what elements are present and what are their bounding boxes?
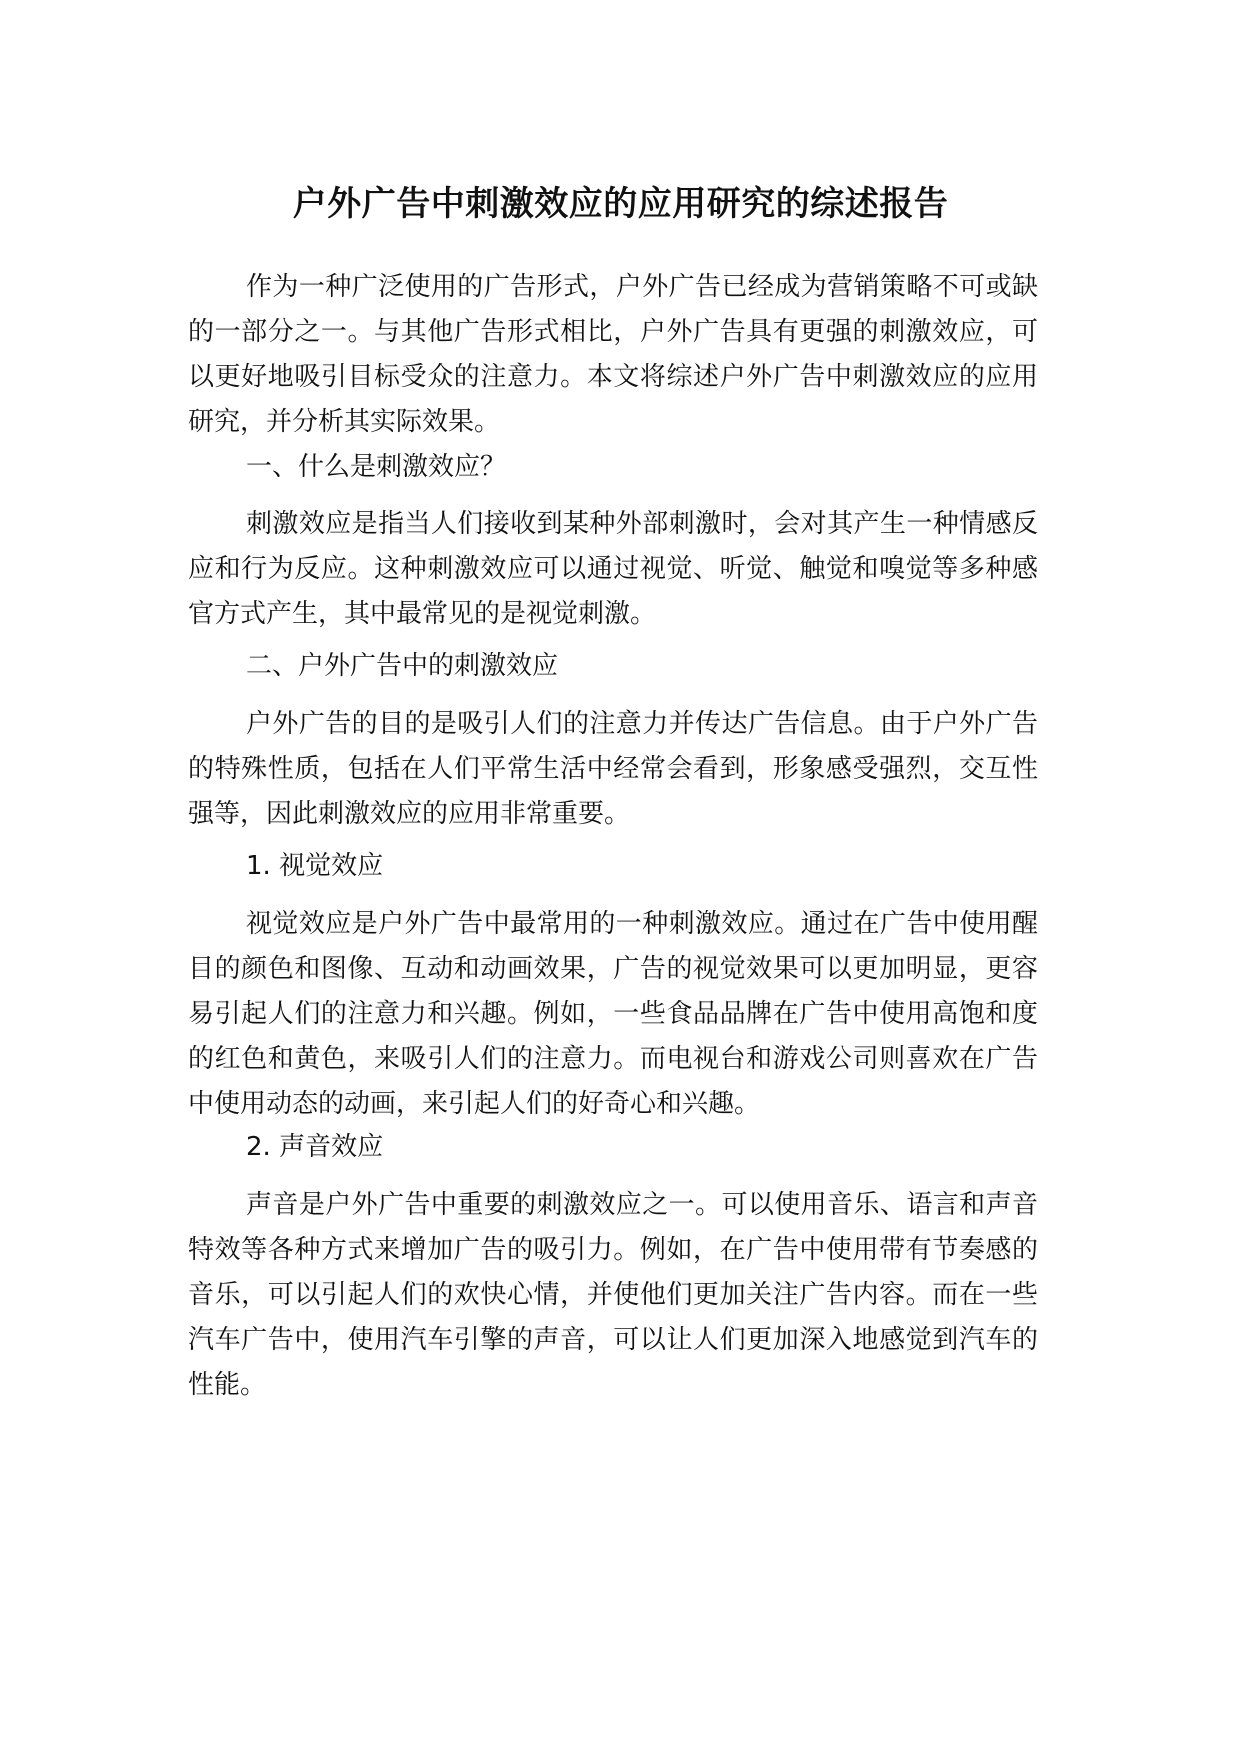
subsection-2-paragraph: 声音是户外广告中重要的刺激效应之一。可以使用音乐、语言和声音特效等各种方式来增加广告的吸引力。例如，在广告中使用带有节奏感的音乐，可以引起人们的欢快心情，并使他们更加关注广告内容。而在一些汽车广告中，使用汽车引擎的声音，可以让人们更加深入地感觉到汽车的性能。 bbox=[188, 1190, 1038, 1400]
section-1-paragraph: 刺激效应是指当人们接收到某种外部刺激时，会对其产生一种情感反应和行为反应。这种刺激效应可以通过视觉、听觉、触觉和嗅觉等多种感官方式产生，其中最常见的是视觉刺激。 bbox=[188, 509, 1038, 629]
section-heading-2: 二、户外广告中的刺激效应 bbox=[246, 651, 559, 681]
subsection-heading-1: 1. 视觉效应 bbox=[246, 851, 384, 881]
document-title: 户外广告中刺激效应的应用研究的综述报告 bbox=[292, 184, 949, 224]
section-heading-1: 一、什么是刺激效应？ bbox=[246, 452, 507, 482]
subsection-1-paragraph: 视觉效应是户外广告中最常用的一种刺激效应。通过在广告中使用醒目的颜色和图像、互动和动画效果，广告的视觉效果可以更加明显，更容易引起人们的注意力和兴趣。例如，一些食品品牌在广告中使用高饱和度的红色和黄色，来吸引人们的注意力。而电视台和游戏公司则喜欢在广告中使用动态的动画，来引起人们的好奇心和兴趣。 bbox=[188, 909, 1038, 1119]
section-2-paragraph: 户外广告的目的是吸引人们的注意力并传达广告信息。由于户外广告的特殊性质，包括在人们平常生活中经常会看到，形象感受强烈，交互性强等，因此刺激效应的应用非常重要。 bbox=[188, 709, 1038, 829]
subsection-heading-2: 2. 声音效应 bbox=[246, 1132, 384, 1162]
intro-paragraph: 作为一种广泛使用的广告形式，户外广告已经成为营销策略不可或缺的一部分之一。与其他广告形式相比，户外广告具有更强的刺激效应，可以更好地吸引目标受众的注意力。本文将综述户外广告中刺激效应的应用研究，并分析其实际效果。 bbox=[188, 272, 1038, 437]
